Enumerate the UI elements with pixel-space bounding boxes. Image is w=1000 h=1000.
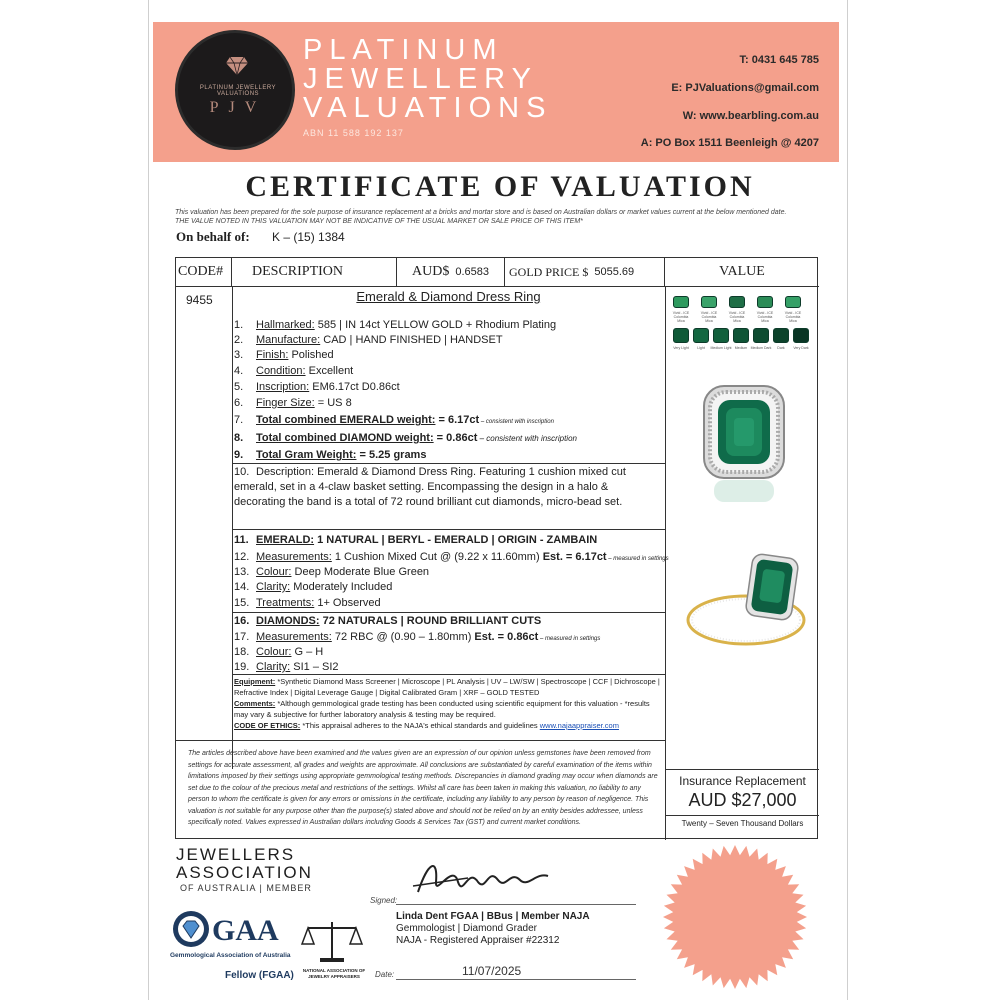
legal-disclaimer: The articles described above have been examined and the values given are an expression of our opinion unless gemstones have been removed from settings for accurate assessment, all grades and weights are approximate. All conclusions are substantiated by careful examination of the items within limitations imposed by their settings using appropriate gemmological testing methods. Discrepancies in diamond grading may occur when diamonds are set due to the colour of the precious metal and restrictions of the settings. Whilst all care has been taken in making this valuation, no liability to any person to whom the certificate is given for any errors or omissions in the certificate, including any liability to any person by reason of negligence. This valuation is not suitable for any purpose other than the purpose(s) stated above and should not be relied on by an entity besides addressee, unless specifically noted. Values expressed in Australian dollars including Goods & Services Tax (GST) and current market conditions.: [188, 750, 658, 826]
swatch-label: Vivid - ICE Colombia Mica: [672, 311, 690, 323]
detail-line-5: 5. Inscription: EM6.17ct D0.86ct: [234, 381, 400, 393]
logo-ring-text: PLATINUM JEWELLERY VALUATIONS: [199, 85, 277, 97]
item-code: 9455: [186, 293, 213, 307]
header-aud: [397, 258, 505, 287]
emerald-tone-swatch: [693, 328, 709, 343]
signed-label: Signed:: [370, 896, 398, 905]
brand-line-3: VALUATIONS: [303, 92, 553, 124]
comments-label: Comments:: [234, 699, 276, 708]
date-value: 11/07/2025: [462, 964, 522, 978]
aud-rate: 0.6583: [455, 266, 489, 278]
company-logo: [175, 30, 295, 150]
detail-line-2: 2. Manufacture: CAD | HAND FINISHED | HANDSET: [234, 334, 503, 346]
contact-website[interactable]: W: www.bearbling.com.au: [682, 110, 819, 122]
detail-line-9: 9. Total Gram Weight: = 5.25 grams: [234, 449, 427, 461]
row-separator: [232, 612, 665, 613]
detail-line-17: 17. Measurements: 72 RBC @ (0.90 – 1.80mm) Est. = 0.86ct – measured in settings: [234, 631, 601, 643]
ethics-label: CODE OF ETHICS:: [234, 721, 301, 730]
detail-line-15: 15. Treatments: 1+ Observed: [234, 597, 381, 609]
emerald-tone-swatch: [753, 328, 769, 343]
detail-line-11: 11. EMERALD: 1 NATURAL | BERYL - EMERALD | ORIGIN - ZAMBAIN: [234, 534, 598, 546]
item-title: Emerald & Diamond Dress Ring: [356, 289, 541, 304]
column-divider: [232, 287, 233, 769]
detail-line-16: 16. DIAMONDS: 72 NATURALS | ROUND BRILLIANT CUTS: [234, 615, 542, 627]
ja-logo-line-2: ASSOCIATION: [176, 863, 313, 882]
detail-line-19: 19. Clarity: SI1 – SI2: [234, 661, 339, 673]
emerald-colour-swatch: [701, 296, 717, 308]
row-separator: [232, 463, 665, 464]
detail-line-7: 7. Total combined EMERALD weight: = 6.17ct – consistent with inscription: [234, 414, 554, 426]
emerald-colour-swatch: [757, 296, 773, 308]
header-gold-price: [505, 258, 665, 287]
swatch-label: Vivid - ICE Colombia Mica: [700, 311, 718, 323]
tone-label: Medium: [734, 346, 748, 350]
gold-price-label: GOLD PRICE $: [509, 264, 589, 279]
emerald-tone-swatch: [713, 328, 729, 343]
behalf-value: K – (15) 1384: [272, 230, 345, 244]
certificate-title: CERTIFICATE OF VALUATION: [245, 170, 755, 203]
signer-name: Linda Dent FGAA | BBus | Member NAJA: [396, 911, 590, 922]
tone-label: Very Dark: [793, 346, 809, 350]
naja-link[interactable]: www.najaappraiser.com: [539, 721, 619, 730]
row-separator: [232, 529, 665, 530]
brand-line-2: JEWELLERY: [303, 63, 538, 95]
disclaimer-line-2: THE VALUE NOTED IN THIS VALUATION MAY NOT BE INDICATIVE OF THE USUAL MARKET OR SALE PRICE OF THIS ITEM*: [175, 218, 583, 225]
header-description: DESCRIPTION: [232, 258, 397, 287]
equipment-label: Equipment:: [234, 677, 276, 686]
signer-block: [396, 911, 590, 947]
naja-scales-icon: [300, 918, 364, 966]
ring-side-view-image: [681, 548, 811, 658]
swatch-label: Vivid - ICE Colombia Mica: [784, 311, 802, 323]
gaa-emblem-icon: [172, 910, 210, 948]
emerald-colour-swatch: [729, 296, 745, 308]
gaa-fellow: Fellow (FGAA): [225, 970, 294, 981]
detail-line-14: 14. Clarity: Moderately Included: [234, 581, 393, 593]
signature-image: [408, 852, 558, 902]
tone-label: Dark: [777, 346, 785, 350]
row-separator: [176, 740, 665, 741]
signature-line: [396, 904, 636, 905]
tone-label: Medium Dark: [750, 346, 772, 350]
equipment-text: *Synthetic Diamond Mass Screener | Microscope | PL Analysis | UV – LW/SW | Spectroscope | CCF | Dichroscope | Refractive Index | Digital Leverage Gauge | Digital Calibrated Gram | XRF – GOLD TESTED: [234, 677, 660, 697]
header-banner: [153, 22, 839, 162]
ethics-text: *This appraisal adheres to the NAJA's ethical standards and guidelines: [300, 721, 540, 730]
date-label: Date:: [375, 970, 395, 979]
contact-address: A: PO Box 1511 Beenleigh @ 4207: [640, 137, 819, 149]
row-separator: [232, 674, 665, 675]
contact-phone[interactable]: T: 0431 645 785: [739, 54, 819, 66]
detail-line-1: 1. Hallmarked: 585 | IN 14ct YELLOW GOLD + Rhodium Plating: [234, 319, 557, 331]
abn-number: ABN 11 588 192 137: [303, 128, 404, 138]
detail-line-18: 18. Colour: G – H: [234, 646, 324, 658]
disclaimer: [175, 208, 825, 226]
detail-line-4: 4. Condition: Excellent: [234, 365, 354, 377]
gold-price-value: 5055.69: [594, 266, 635, 278]
date-line: [396, 979, 636, 980]
insurance-value-box: [665, 769, 819, 839]
detail-line-10: 10. Description: Emerald & Diamond Dress Ring. Featuring 1 cushion mixed cut emerald, set in a 4-claw basket setting. Encompassing the design in a halo & decorating the band is a total of 72 round brilliant cut diamonds, micro-bead set.: [234, 466, 626, 508]
disclaimer-line-1: This valuation has been prepared for the sole purpose of insurance replacement at a bricks and mortar store and is based on Australian dollars or market values current at the below mentioned date.: [175, 209, 787, 216]
swatch-label: Vivid - ICE Colombia Mica: [728, 311, 746, 323]
detail-line-6: 6. Finger Size: = US 8: [234, 397, 352, 409]
insurance-amount: AUD $27,000: [688, 790, 797, 810]
emerald-colour-swatch: [785, 296, 801, 308]
emerald-tone-swatch: [673, 328, 689, 343]
signer-role: Gemmologist | Diamond Grader: [396, 923, 537, 934]
emerald-tone-swatch: [733, 328, 749, 343]
behalf-label: On behalf of:: [176, 229, 250, 244]
gaa-subtitle: Gemmological Association of Australia: [170, 952, 291, 959]
insurance-amount-words: Twenty – Seven Thousand Dollars: [666, 815, 819, 828]
ja-logo-sub: OF AUSTRALIA | MEMBER: [180, 883, 312, 893]
naja-label: NATIONAL ASSOCIATION OF JEWELRY APPRAISERS: [302, 968, 366, 979]
seal-starburst: [663, 845, 807, 989]
detail-line-8: 8. Total combined DIAMOND weight: = 0.86ct – consistent with inscription: [234, 432, 577, 444]
insurance-title: Insurance Replacement: [679, 774, 806, 788]
emerald-tone-swatch: [773, 328, 789, 343]
tone-label: Medium Light: [710, 346, 732, 350]
tone-label: Light: [697, 346, 705, 350]
detail-line-13: 13. Colour: Deep Moderate Blue Green: [234, 566, 430, 578]
logo-initials: PJV: [209, 99, 267, 116]
contact-email[interactable]: E: PJValuations@gmail.com: [671, 82, 819, 94]
gaa-logo-text: GAA: [212, 914, 279, 947]
brand-line-1: PLATINUM: [303, 34, 504, 66]
detail-line-3: 3. Finish: Polished: [234, 349, 334, 361]
ring-top-view-image: [694, 378, 794, 508]
header-code: CODE#: [176, 258, 232, 287]
ja-logo-line-1: JEWELLERS: [176, 845, 296, 864]
diamond-icon: [226, 57, 248, 75]
tone-label: Very Light: [673, 346, 689, 350]
swatch-label: Vivid - ICE Colombia Mica: [756, 311, 774, 323]
certification-seal: [660, 842, 810, 992]
emerald-tone-swatch: [793, 328, 809, 343]
aud-label: AUD$: [412, 264, 450, 279]
header-value: VALUE: [665, 258, 819, 287]
valuation-table: [175, 257, 818, 839]
signer-registration: NAJA - Registered Appraiser #22312: [396, 935, 560, 946]
notes-block: [234, 676, 664, 731]
detail-line-12: 12. Measurements: 1 Cushion Mixed Cut @ (9.22 x 11.60mm) Est. = 6.17ct – measured in settings: [234, 551, 669, 563]
comments-text: *Although gemmological grade testing has been conducted using scientific equipment for this valuation - *results may vary & subjective for further laboratory analysis & testing may be required.: [234, 699, 650, 719]
emerald-colour-swatch: [673, 296, 689, 308]
